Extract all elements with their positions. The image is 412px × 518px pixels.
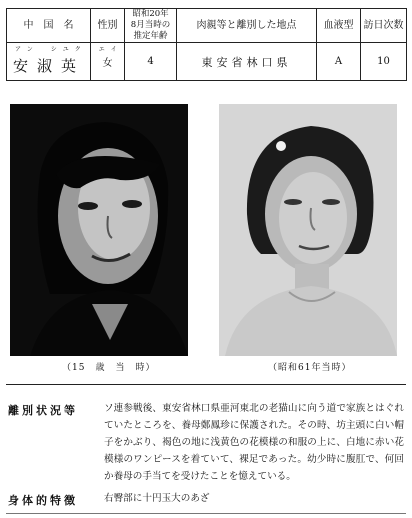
header-sex: 性別 [91,9,125,43]
data-row [7,43,407,81]
age-value: 4 [125,43,177,81]
header-separation-place: 肉親等と離別した地点 [177,9,317,43]
header-blood-type: 血液型 [317,9,361,43]
header-visits: 訪日次数 [361,9,407,43]
photo-age-15-image [10,104,188,356]
info-table [6,8,407,81]
blood-type-value: A [317,43,361,81]
section-divider [6,384,406,385]
caption-showa-61: （昭和61年当時） [268,363,352,373]
caption-age-15: （15 歳 当 時） [62,363,156,373]
physical-feature-text: 右臀部に十円玉大のあざ [104,493,210,504]
header-chinese-name: 中 国 名 [7,9,91,43]
visits-value: 10 [361,43,407,81]
physical-feature-label: 身体的特徴 [8,494,78,507]
name-ruby: アン シユク エイ [15,46,123,53]
header-row [7,9,407,43]
photo-showa-61 [219,104,397,356]
circumstance-text: ソ連参戦後、東安省林口県亜河東北の老猫山に向う道で家族とはぐれていたところを、養母鄭鳳珍に保護された。その時、坊主頭に白い帽子をかぶり、褐色の地に浅黄色の花模様の和服の上に、白地に赤い花模様のワンピースを着ていて、裸足であった。幼少時に腹肛で、何回か養母の手当てを受けたことを憶えている。 [104,403,404,482]
header-age [125,9,177,43]
header-age-text: 昭和20年 8月当時の 推定年齢 [130,9,171,41]
chinese-name: 安淑英 [13,57,86,75]
sex-value: 女 [91,43,125,81]
name-cell [7,43,123,81]
bottom-divider [6,513,406,514]
separation-place-value: 東安省林口県 [177,43,317,81]
circumstance-label: 離別状況等 [8,404,78,417]
photo-age-15 [10,104,188,356]
photo-showa-61-image [219,104,397,356]
